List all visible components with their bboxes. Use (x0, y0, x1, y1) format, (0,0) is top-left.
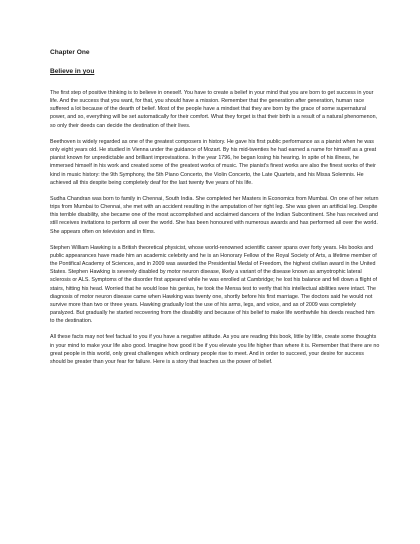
section-heading: Believe in you (50, 68, 95, 75)
paragraph-sudha-chandran: Sudha Chandran was born to family in Chennai, South India. She completed her Masters in Economics from Mumbai. On one of her return trips from Mumbai to Chennai, she met with an accident resulting in the amputation of her right leg. She was given an artificial leg. Despite this terrible disability, she became one of the most accomplished and acclaimed dancers of the Indian Subcontinent. She has received and still receives invitations to perform all over the world. She has been honoured with numerous awards and has performed all over the world. She appears often on television and in films. (50, 195, 379, 235)
chapter-title: Chapter One (50, 49, 90, 56)
paragraph-beethoven: Beethoven is widely regarded as one of the greatest composers in history. He gave his first public performance as a pianist when he was only eight years old. He studied in Vienna under the guidance of Mozart. By his mid-twenties he had earned a name for himself as a great pianist known for unpredictable and brilliant improvisations. In the year 1796, he began losing his hearing. In spite of his illness, he immersed himself in his work and created some of the greatest works of music. The pianist's finest works are also the finest works of their kind in music history: the 9th Symphony, the 5th Piano Concerto, the Violin Concerto, the Late Quartets, and his Missa Solemnis. He achieved all this despite being completely deaf for the last twenty five years of his life. (50, 138, 377, 186)
paragraph-belief-intro: The first step of positive thinking is to believe in oneself. You have to create a belief in your mind that you are born to get success in your life. And the success that you want, for that, you should have a mission. Remember that the generation after generation, human race suffered a lot because of the dearth of belief. Most of the people have a mindset that they are born by the grace of some supernatural power, and so, everything will be set automatically for their comfort. What they forget is that their birth is a result of a natural phenomenon, so only their deeds can decide the destination of their lives. (50, 90, 378, 129)
document-page (50, 0, 380, 544)
body-text (50, 89, 380, 374)
paragraph-stephen-hawking: Stephen William Hawking is a British theoretical physicist, whose world-renowned scientific career spans over forty years. His books and public appearances have made him an academic celebrity and he is an Honorary Fellow of the Royal Society of Arts, a lifetime member of the Pontifical Academy of Sciences, and in 2009 was awarded the Presidential Medal of Freedom, the highest civilian award in the United States. Stephen Hawking is severely disabled by motor neuron disease, likely a variant of the disease known as amyotrophic lateral sclerosis or ALS. Symptoms of the disorder first appeared while he was enrolled at Cambridge; he lost his balance and fell down a flight of stairs, hitting his head. Worried that he would lose his genius, he took the Mensa test to verify that his intellectual abilities were intact. The diagnosis of motor neuron disease came when Hawking was twenty one, shortly before his first marriage. The doctors said he would not survive more than two or three years. Hawking gradually lost the use of his arms, legs, and voice, and as of 2009 was completely paralyzed. But gradually he started recovering from the disability and because of his belief to make life worthwhile his deeds reached him to the destination. (50, 244, 378, 325)
paragraph-conclusion: All these facts may not feel factual to you if you have a negative attitude. As you are reading this book, little by little, create some thoughts in your mind to make your life also good. Imagine how good it be if you elevate you life higher than where it is. Remember that there are no great people in this world, only great challenges which ordinary people rise to meet. And in order to succeed, your desire for success should be greater than your fear for failure. Here is a story that teaches us the power of belief. (50, 334, 380, 365)
